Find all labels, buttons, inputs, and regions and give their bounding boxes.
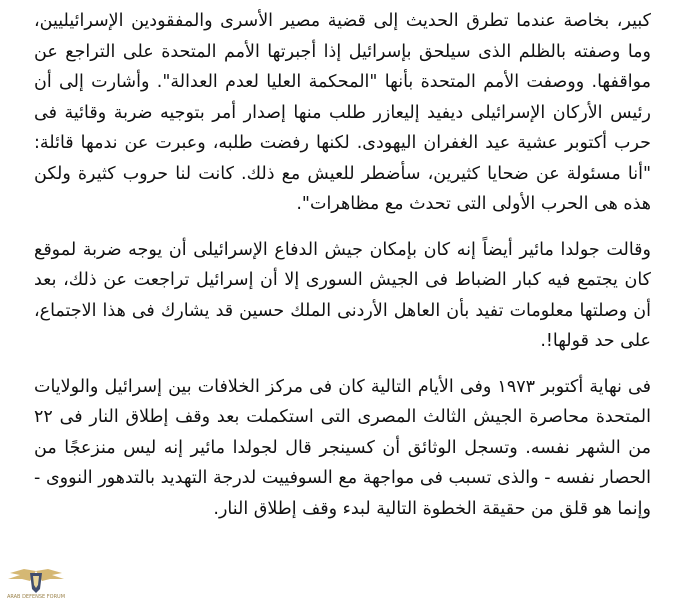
paragraph-1: كبير، بخاصة عندما تطرق الحديث إلى قضية مصير الأسرى والمفقودين الإسرائيليين، وما وصفته بالظلم الذى سيلحق بإسرائيل إذا أجبرتها الأمم المتحدة على التراجع عن مواقفها. ووصفت الأمم المتحدة بأنها "المحكمة العليا لعدم العدالة". وأشارت إلى أن رئيس الأركان الإسرائيلى ديفيد إليعازر طلب منها إصدار أمر بتوجيه ضربة وقائية فى حرب أكتوبر عشية عيد الغفران اليهودى. لكنها رفضت طلبه، وعبرت عن ندمها قائلة: "أنا مسئولة عن ضحايا كثيرين، سأضطر للعيش مع ذلك. كانت لنا حروب كثيرة ولكن هذه هى الحرب الأولى التى تحدث مع مظاهرات". bbox=[34, 11, 651, 214]
forum-watermark-logo bbox=[4, 565, 68, 611]
paragraph-3: فى نهاية أكتوبر ١٩٧٣ وفى الأيام التالية كان فى مركز الخلافات بين إسرائيل والولايات المتحدة محاصرة الجيش الثالث المصرى التى استكملت بعد وقف إطلاق النار فى ٢٢ من الشهر نفسه. وتسجل الوثائق أن كسينجر قال لجولدا مائير إنه ليس منزعجًا من الحصار نفسه - والذى تسبب فى مواجهة مع السوفييت لدرجة التهديد بالتدهور النووى - وإنما هو قلق من حقيقة الخطوة التالية لبدء وقف إطلاق النار. bbox=[34, 376, 651, 519]
watermark-text: ARAB DEFENSE FORUM bbox=[6, 594, 66, 600]
winged-emblem-icon bbox=[4, 565, 68, 595]
paragraph-2: وقالت جولدا مائير أيضاً إنه كان بإمكان جيش الدفاع الإسرائيلى أن يوجه ضربة لموقع كان يجتمع فيه كبار الضباط فى الجيش السورى إلا أن إسرائيل تراجعت عن ذلك، بعد أن وصلتها معلومات تفيد بأن العاهل الأردنى الملك حسين قد يشارك فى هذا الاجتماع، على حد قولها!. bbox=[34, 239, 651, 351]
